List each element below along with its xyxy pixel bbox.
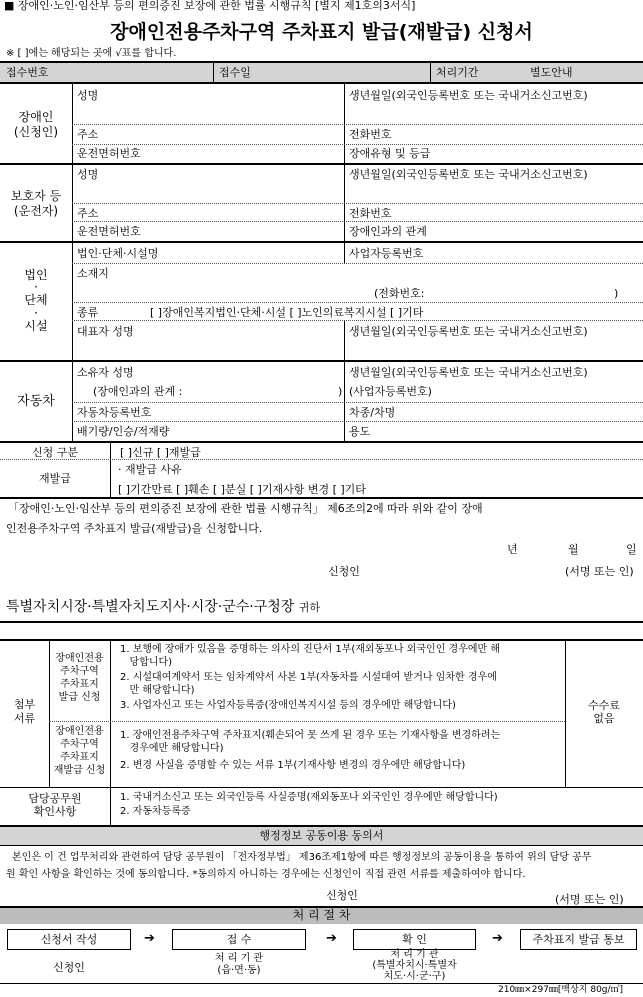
date-day-label[interactable]: 일 <box>626 543 637 556</box>
addressee-name: 특별자치시장·특별자치도지사·시장·군수·구청장 <box>6 599 295 615</box>
corp-label-2: · <box>34 280 38 294</box>
declaration-applicant-label: 신청인 <box>328 565 360 578</box>
corp-label-5: 시설 <box>24 319 48 333</box>
addressee-suffix: 귀하 <box>298 601 320 614</box>
vehicle-owner-relation-close: ) <box>338 385 343 398</box>
consent-title: 행정정보 공동이용 동의서 <box>259 829 384 842</box>
applicant-license-field[interactable]: 운전면허번호 <box>77 147 141 160</box>
arrow-right-icon: ➔ <box>326 931 337 946</box>
vehicle-owner-field[interactable]: 소유자 성명 <box>77 366 134 379</box>
corp-type-options[interactable]: [ ]장애인복지법인·단체·시설 [ ]노인의료복지시설 [ ]기타 <box>150 306 424 319</box>
corp-phone-label[interactable]: (전화번호: <box>374 287 425 300</box>
arrow-right-icon: ➔ <box>492 931 503 946</box>
procedure-actor: 신청인 <box>53 961 85 974</box>
guardian-birth-field[interactable]: 생년월일(외국인등록번호 또는 국내거소신고번호) <box>349 168 588 181</box>
processing-period-label: 처리기간 <box>436 66 479 79</box>
applicant-birth-field[interactable]: 생년월일(외국인등록번호 또는 국내거소신고번호) <box>349 89 588 102</box>
declaration-line-2: 인전용주차구역 주차표지 발급(재발급)을 신청합니다. <box>6 522 263 535</box>
attachments-label: 첨부 서류 <box>13 698 36 725</box>
vehicle-usage-field[interactable]: 용도 <box>349 425 371 438</box>
application-type-options[interactable]: [ ]신규 [ ]재발급 <box>120 446 201 459</box>
arrow-right-icon: ➔ <box>144 931 155 946</box>
page-title: 장애인전용주차구역 주차표지 발급(재발급) 신청서 <box>110 21 533 43</box>
date-year-label[interactable]: 년 <box>507 543 518 556</box>
issue-attachment-item: 1. 보행에 장애가 있음을 증명하는 의사의 진단서 1부(재외동포나 외국인인 경우에만 해 <box>120 644 501 655</box>
corp-label-1: 법인 <box>24 268 48 282</box>
procedure-actor: 처 리 기 관 (특별자치시·특별자 치도·시·군·구) <box>372 949 457 982</box>
reissue-label: 재발급 <box>39 472 71 485</box>
reissue-attachment-item: 경우에만 해당합니다) <box>120 743 224 754</box>
vehicle-owner-biz-field[interactable]: (사업자등록번호) <box>349 385 432 398</box>
consent-line-1: 본인은 이 건 업무처리와 관련하여 담당 공무원이 「전자정부법」 제36조제1항에 따른 행정정보의 공동이용을 통하여 위의 담당 공무 <box>12 852 592 863</box>
check-note: ※ [ ]에는 해당되는 곳에 √표를 합니다. <box>6 48 177 59</box>
corp-label-4: · <box>34 306 38 320</box>
reissue-attachments-label: 장애인전용 주차구역 주차표지 재발급 신청 <box>53 726 106 776</box>
procedure-title: 처 리 절 차 <box>292 908 351 922</box>
applicant-section-label: 장애인 (신청인) <box>13 110 59 139</box>
top-note: ■ 장애인·노인·임산부 등의 편의증진 보장에 관한 법률 시행규칙 [별지 제1호의3서식] <box>4 0 416 12</box>
procedure-step: 확 인 <box>353 929 476 950</box>
corp-rep-birth-field[interactable]: 생년월일(외국인등록번호 또는 국내거소신고번호) <box>349 325 588 338</box>
processing-period-value: 별도안내 <box>530 66 573 79</box>
issue-attachments-label: 장애인전용 주차구역 주차표지 발급 신청 <box>55 653 104 703</box>
procedure-step: 주차표지 발급 통보 <box>520 929 637 950</box>
declaration-line-1: 「장애인·노인·임산부 등의 편의증진 보장에 관한 법률 시행규칙」 제6조의2에 따라 위와 같이 장애 <box>8 502 483 515</box>
issue-attachment-item: 만 해당합니다) <box>120 685 195 696</box>
reissue-attachment-item: 1. 장애인전용주차구역 주차표지(훼손되어 못 쓰게 된 경우 또는 기재사항을 변경하려는 <box>120 730 501 741</box>
issue-attachment-item: 3. 사업자신고 또는 사업자등록증(장애인복지시설 등의 경우에만 해당합니다) <box>120 700 456 711</box>
vehicle-owner-birth-field[interactable]: 생년월일(외국인등록번호 또는 국내거소신고번호) <box>349 366 588 379</box>
procedure-step: 신청서 작성 <box>7 929 131 950</box>
officer-check-item: 2. 자동차등록증 <box>120 806 191 817</box>
guardian-phone-field[interactable]: 전화번호 <box>349 207 392 220</box>
vehicle-model-field[interactable]: 차종/차명 <box>349 406 396 419</box>
corp-rep-name-field[interactable]: 대표자 성명 <box>77 325 134 338</box>
reissue-options[interactable]: [ ]기간만료 [ ]훼손 [ ]분실 [ ]기재사항 변경 [ ]기타 <box>118 483 366 496</box>
guardian-address-field[interactable]: 주소 <box>77 207 99 220</box>
vehicle-reg-no-field[interactable]: 자동차등록번호 <box>77 406 152 419</box>
officer-check-item: 1. 국내거소신고 또는 외국인등록 사실증명(재외동포나 외국인인 경우에만 해당합니다) <box>120 792 498 803</box>
applicant-disability-field[interactable]: 장애유형 및 등급 <box>349 147 431 160</box>
vehicle-spec-field[interactable]: 배기량/인승/적재량 <box>77 425 170 438</box>
applicant-name-field[interactable]: 성명 <box>77 89 99 102</box>
issue-attachment-item: 당합니다) <box>120 657 173 668</box>
officer-check-label: 담당공무원 확인사항 <box>28 792 82 818</box>
issue-attachment-item: 2. 시설대여계약서 또는 임차계약서 사본 1부(자동차를 시설대여 받거나 임차한 경우에 <box>120 672 497 683</box>
procedure-step: 접 수 <box>172 929 306 950</box>
corp-location-field[interactable]: 소재지 <box>77 267 109 280</box>
corp-label-3: 단체 <box>24 293 48 307</box>
reissue-reason-label: · 재발급 사유 <box>118 463 182 476</box>
addressee <box>6 598 320 617</box>
consent-sign-field[interactable]: (서명 또는 인) <box>555 893 624 906</box>
corp-phone-close: ) <box>614 287 619 300</box>
guardian-name-field[interactable]: 성명 <box>77 168 99 181</box>
vehicle-owner-relation[interactable]: (장애인과의 관계 : <box>93 385 183 398</box>
guardian-relation-field[interactable]: 장애인과의 관계 <box>349 225 427 238</box>
consent-line-2: 원 확인 사항을 확인하는 것에 동의합니다. *동의하지 아니하는 경우에는 신청인이 직접 관련 서류를 제출하여야 합니다. <box>6 869 526 880</box>
application-type-label: 신청 구분 <box>31 446 78 459</box>
paper-spec: 210㎜×297㎜[백상지 80g/㎡] <box>498 985 624 995</box>
vehicle-section-label: 자동차 <box>17 394 55 409</box>
receipt-date-label: 접수일 <box>219 66 251 79</box>
corp-name-field[interactable]: 법인·단체·시설명 <box>77 247 159 260</box>
guardian-section-label: 보호자 등 (운전자) <box>10 189 62 218</box>
consent-applicant-label: 신청인 <box>326 889 358 902</box>
applicant-phone-field[interactable]: 전화번호 <box>349 128 392 141</box>
guardian-license-field[interactable]: 운전면허번호 <box>77 225 141 238</box>
applicant-address-field[interactable]: 주소 <box>77 128 99 141</box>
corp-biz-no-field[interactable]: 사업자등록번호 <box>349 247 424 260</box>
corp-type-label: 종류 <box>77 306 99 319</box>
procedure-actor: 처 리 기 관 (읍·면·동) <box>214 953 264 976</box>
declaration-sign-field[interactable]: (서명 또는 인) <box>565 565 634 578</box>
fee-label: 수수료 없음 <box>588 699 620 725</box>
date-month-label[interactable]: 월 <box>568 543 579 556</box>
receipt-number-label: 접수번호 <box>6 66 49 79</box>
reissue-attachment-item: 2. 변경 사실을 증명할 수 있는 서류 1부(기재사항 변경의 경우에만 해당합니다) <box>120 760 466 771</box>
